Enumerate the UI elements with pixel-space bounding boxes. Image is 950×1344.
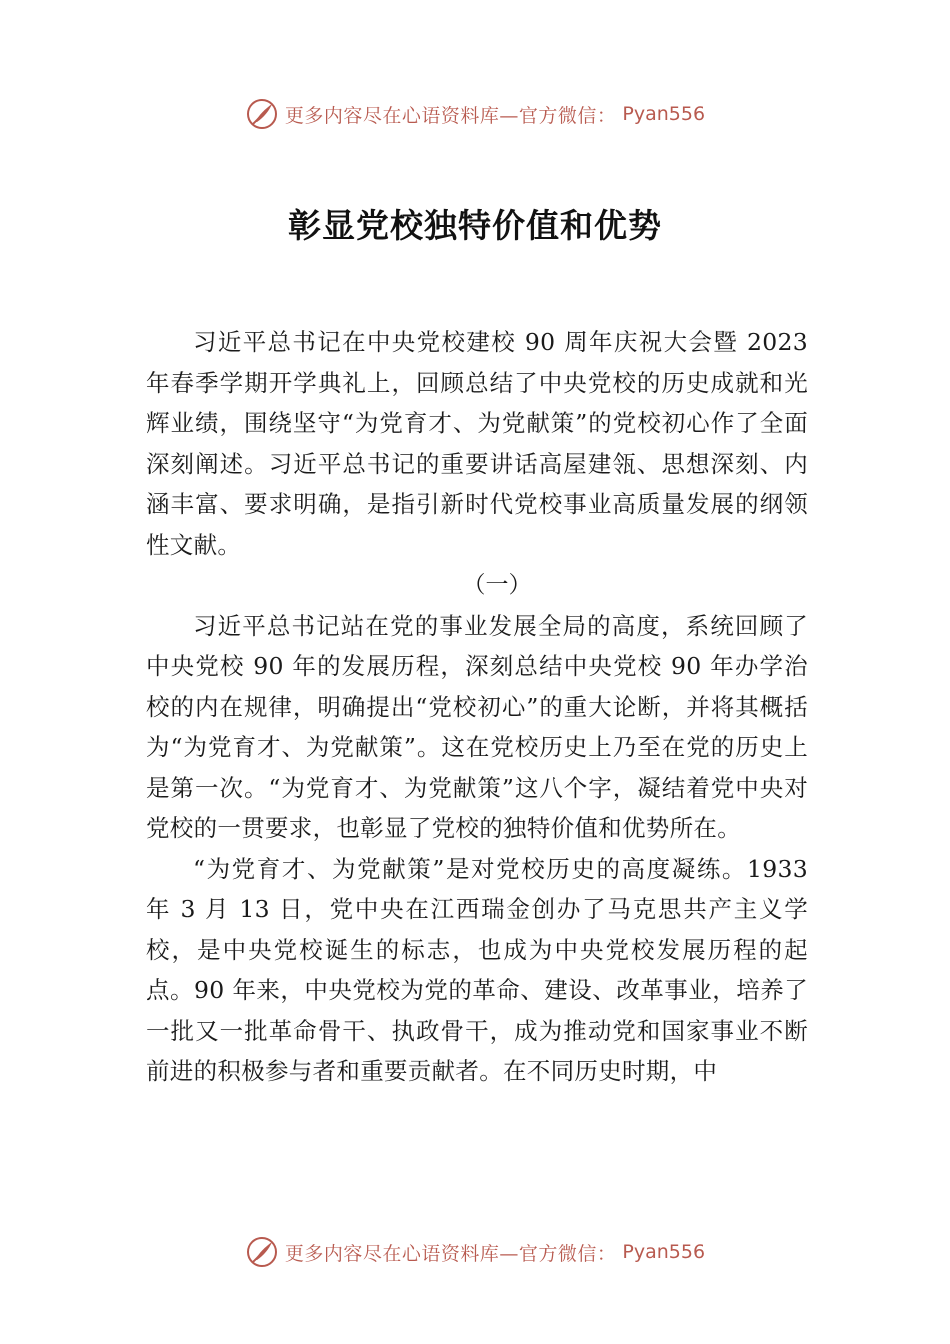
paragraph-3: “为党育才、为党献策”是对党校历史的高度凝练。1933 年 3 月 13 日，党中央在江西瑞金创办了马克思共产主义学校，是中央党校诞生的标志，也成为中央党校发展历程的起点。90 年来，中央党校为党的革命、建设、改革事业，培养了一批又一批革命骨干、执政骨干，成为推动党和国家事业不断前进的积极参与者和重要贡献者。在不同历史时期，中 — [146, 854, 808, 1085]
document-body — [146, 322, 808, 1092]
header-watermark — [0, 94, 950, 134]
footer-watermark — [0, 1232, 950, 1272]
watermark-wechat-id: Pyan556 — [622, 1241, 706, 1263]
watermark-text: 更多内容尽在心语资料库—官方微信： — [284, 104, 617, 127]
quill-logo-icon — [245, 1235, 279, 1269]
quill-logo-icon — [245, 97, 279, 131]
paragraph-2: 习近平总书记站在党的事业发展全局的高度，系统回顾了中央党校 90 年的发展历程，深刻总结中央党校 90 年办学治校的内在规律，明确提出“党校初心”的重大论断，并将其概括为“为党育才、为党献策”。这在党校历史上乃至在党的历史上是第一次。“为党育才、为党献策”这八个字，凝结着党中央对党校的一贯要求，也彰显了党校的独特价值和优势所在。 — [146, 611, 808, 842]
section-marker: （一） — [462, 572, 532, 598]
watermark-text: 更多内容尽在心语资料库—官方微信： — [284, 1242, 617, 1265]
paragraph-intro: 习近平总书记在中央党校建校 90 周年庆祝大会暨 2023 年春季学期开学典礼上，回顾总结了中央党校的历史成就和光辉业绩，围绕坚守“为党育才、为党献策”的党校初心作了全面深刻阐述。习近平总书记的重要讲话高屋建瓴、思想深刻、内涵丰富、要求明确，是指引新时代党校事业高质量发展的纲领性文献。 — [146, 328, 808, 559]
watermark-wechat-id: Pyan556 — [622, 103, 706, 125]
document-title: 彰显党校独特价值和优势 — [288, 206, 662, 245]
